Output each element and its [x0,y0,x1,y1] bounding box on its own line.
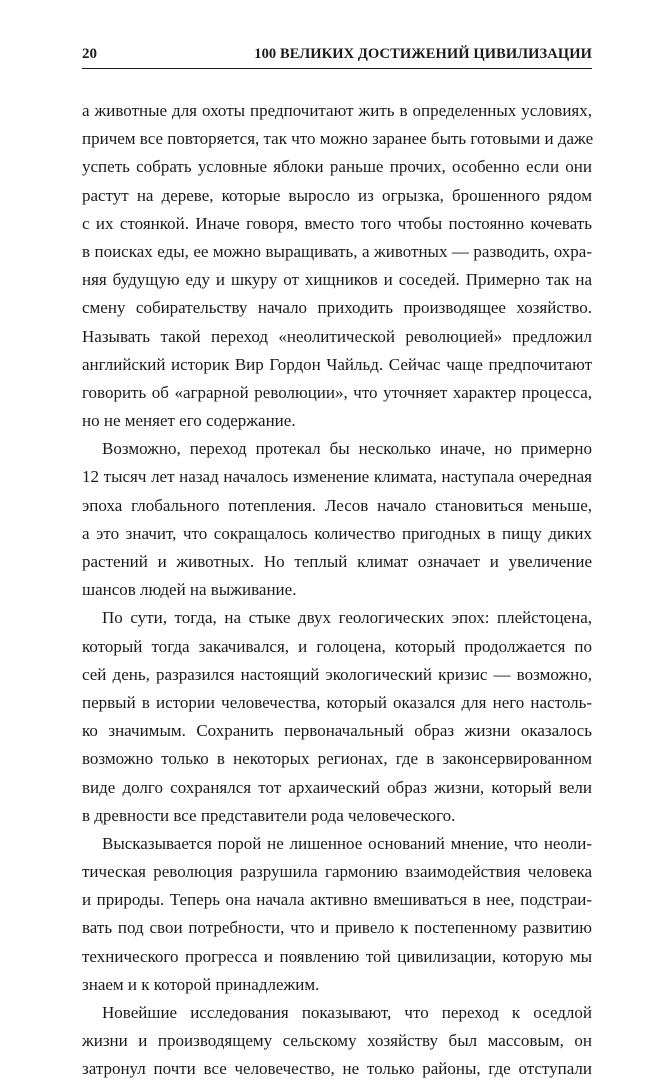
text-line: растут на дереве, которые выросло из огрызка, брошенного рядом [82,185,592,205]
text-line: и природы. Теперь она начала активно вмешиваться в нее, подстраи- [82,890,592,910]
text-line: возможно только в некоторых регионах, где в законсервированном [82,749,592,769]
paragraph [82,830,592,999]
text-line: знаем и к которой принадлежим. [82,974,320,994]
running-header [82,38,592,69]
text-line: Новейшие исследования показывают, что переход к оседлой [102,1003,592,1022]
paragraph [82,604,592,830]
page-number: 20 [82,46,97,62]
text-line: шансов людей на выживание. [82,580,297,600]
text-line: сей день, разразился настоящий экологический кризис — возможно, [82,664,592,684]
text-line: По сути, тогда, на стыке двух геологических эпох: плейстоцена, [102,608,592,628]
text-line: эпоха глобального потепления. Лесов начало становиться меньше, [82,495,592,515]
text-line: затронул почти все человечество, не только районы, где отступали [82,1059,592,1079]
text-line: первый в истории человечества, который оказался для него настоль- [82,692,592,712]
text-line: смену собирательству начало приходить производящее хозяйство. [82,298,592,318]
text-line: Высказывается порой не лишенное оснований мнение, что неоли- [102,833,592,853]
text-line: 12 тысяч лет назад началось изменение климата, наступала очередная [82,467,592,487]
text-line: говорить об «аграрной революции», что уточняет характер процесса, [82,382,592,402]
text-line: Возможно, переход протекал бы несколько иначе, но примерно [102,439,592,459]
text-line: но не меняет его содержание. [82,411,296,431]
text-line: а животные для охоты предпочитают жить в определенных условиях, [82,101,592,120]
paragraph [82,999,592,1084]
text-line: вать под свои потребности, что и привело к постепенному развитию [82,918,592,938]
paragraph [82,435,592,604]
body-text [82,97,592,1084]
text-line: в древности все представители рода человеческого. [82,805,456,825]
text-line: Называть такой переход «неолитической революцией» предложил [82,326,592,346]
text-line: жизни и производящему сельскому хозяйству был массовым, он [82,1031,592,1051]
text-line: успеть собрать условные яблоки раньше прочих, особенно если они [82,157,592,177]
text-line: который тогда закачивался, и голоцена, который продолжается по [82,636,592,656]
text-line: тическая революция разрушила гармонию взаимодействия человека [82,862,592,882]
running-title: 100 ВЕЛИКИХ ДОСТИЖЕНИЙ ЦИВИЛИЗАЦИИ [254,46,592,62]
text-line: няя будущую еду и шкуру от хищников и соседей. Примерно так на [82,270,592,290]
text-line: технического прогресса и появлению той цивилизации, которую мы [82,946,592,966]
text-line: в поисках еды, ее можно выращивать, а животных — разводить, охра- [82,241,592,261]
text-line: растений и животных. Но теплый климат означает и увеличение [82,552,592,571]
paragraph [82,97,592,435]
text-line: а это значит, что сокращалось количество пригодных в пищу диких [82,523,592,543]
text-line: причем все повторяется, так что можно заранее быть готовыми и даже [82,129,594,149]
text-line: ко значимым. Сохранить первоначальный образ жизни оказалось [82,721,592,741]
text-line: с их стоянкой. Иначе говоря, вместо того чтобы постоянно кочевать [82,213,592,233]
text-line: английский историк Вир Гордон Чайльд. Сейчас чаще предпочитают [82,354,592,374]
text-line: виде долго сохранялся тот архаический образ жизни, который вели [82,777,592,797]
